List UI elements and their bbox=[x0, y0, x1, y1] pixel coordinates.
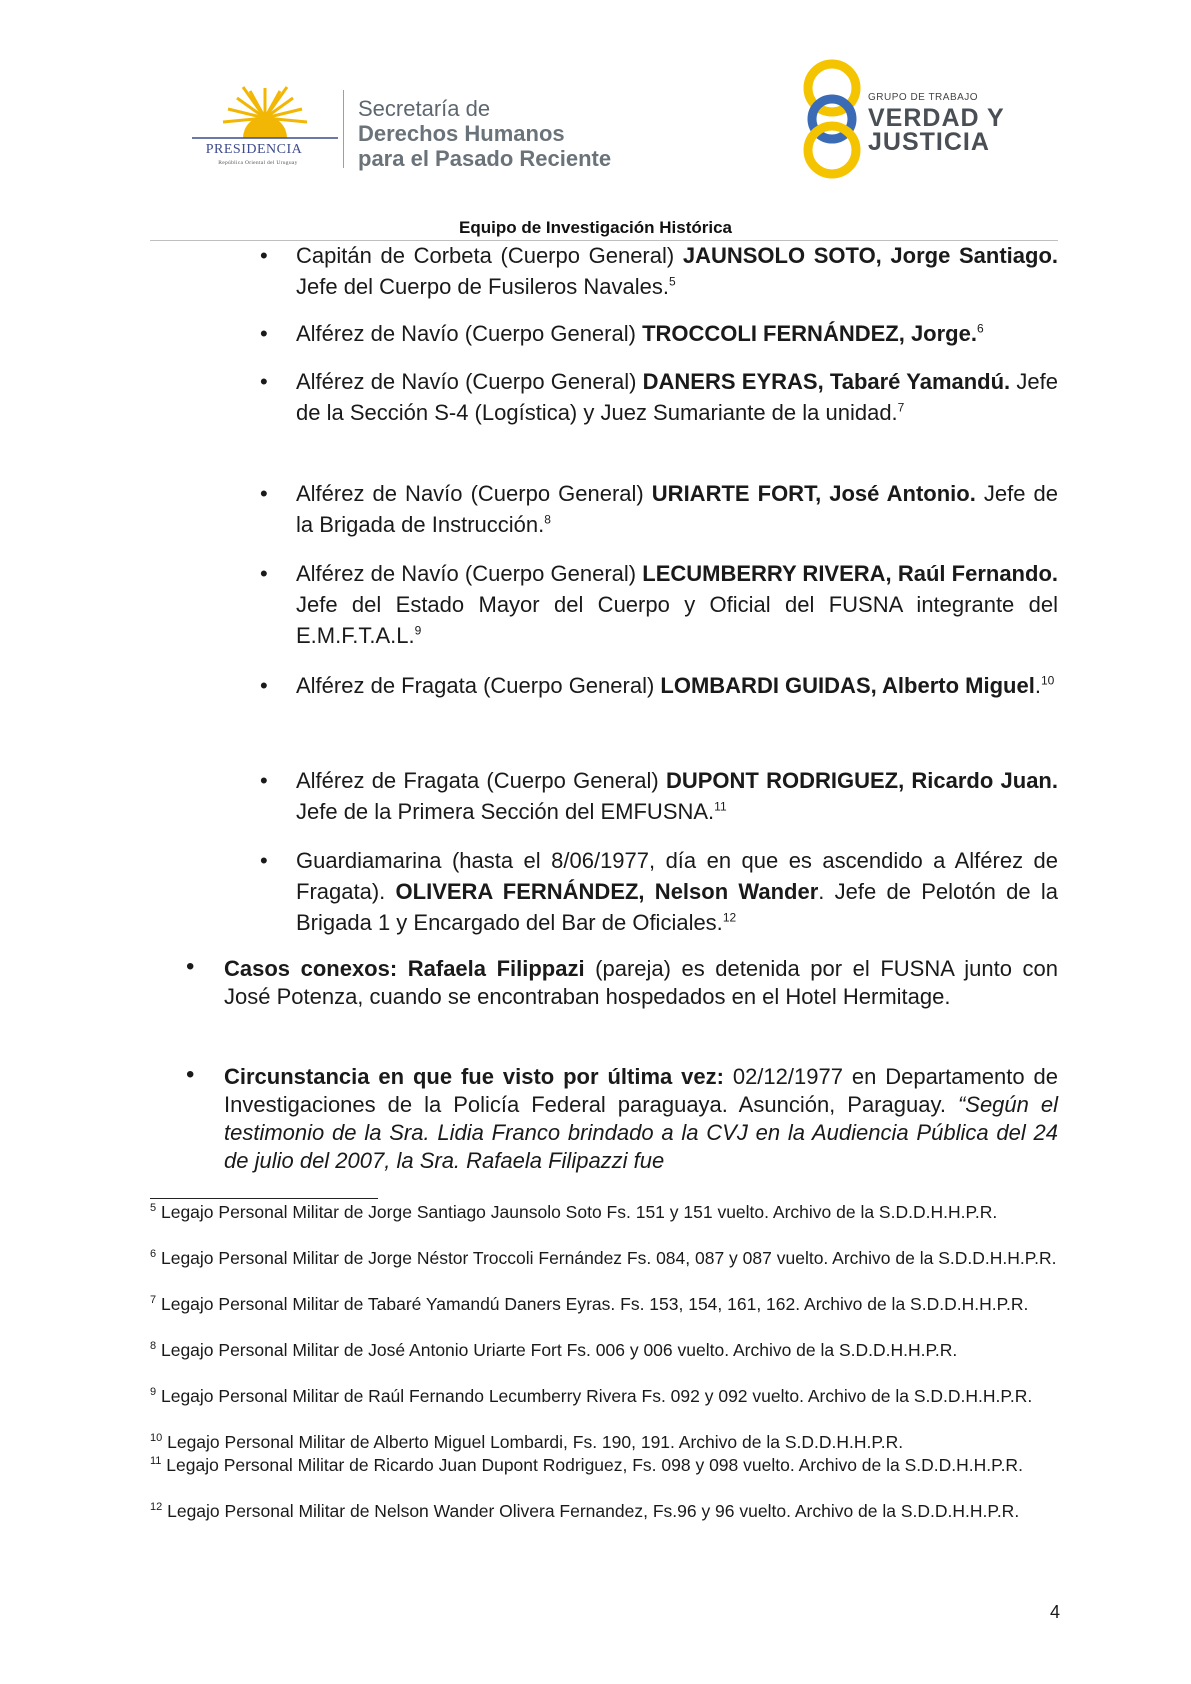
footnote: $^{12}$ Legajo Personal Militar de Nelson Wander Olivera Fernandez, Fs.96 y 96 vuelto. Archivo de la S.D.D.H.H.P.R. bbox=[150, 1501, 1020, 1521]
list-item: • Guardiamarina (hasta el 8/06/1977, día en que es ascendido a Alférez de Fragata). OLIVERA FERNÁNDEZ, Nelson Wander. Jefe de Pelotón de la Brigada 1 y Encargado del Bar de Oficiales.$^{12}$ bbox=[260, 848, 1059, 935]
list-item: • Alférez de Fragata (Cuerpo General) LOMBARDI GUIDAS, Alberto Miguel.$^{10}$ bbox=[260, 673, 1055, 698]
footnote: $^6$ Legajo Personal Militar de Jorge Néstor Troccoli Fernández Fs. 084, 087 y 087 vuelto. Archivo de la S.D.D.H.H.P.R. bbox=[150, 1248, 1057, 1268]
footnote: $^{11}$ Legajo Personal Militar de Ricardo Juan Dupont Rodriguez, Fs. 098 y 098 vuelto. Archivo de la S.D.D.H.H.P.R. bbox=[150, 1455, 1023, 1475]
list-item: • Alférez de Navío (Cuerpo General) URIARTE FORT, José Antonio. Jefe de la Brigada de Instrucción.$^8$ bbox=[260, 481, 1059, 537]
footnote: $^9$ Legajo Personal Militar de Raúl Fernando Lecumberry Rivera Fs. 092 y 092 vuelto. Archivo de la S.D.D.H.H.P.R. bbox=[150, 1386, 1033, 1406]
list-item: • Alférez de Navío (Cuerpo General) LECUMBERRY RIVERA, Raúl Fernando. Jefe del Estado Mayor del Cuerpo y Oficial del FUSNA integrante del E.M.F.T.A.L.$^9$ bbox=[260, 561, 1058, 648]
footnote: $^7$ Legajo Personal Militar de Tabaré Yamandú Daners Eyras. Fs. 153, 154, 161, 162. Archivo de la S.D.D.H.H.P.R. bbox=[150, 1294, 1029, 1314]
circunstancia-paragraph: • Circunstancia en que fue visto por última vez: 02/12/1977 en Departamento de Investigaciones de la Policía Federal paraguaya. Asunción, Paraguay. “Según el testimonio de la Sra. Lidia Franco brindado a la CVJ en la Audiencia Pública del 24 de julio del 2007, la Sra. Rafaela Filipazzi fue bbox=[186, 1061, 1058, 1173]
list-item: • Alférez de Fragata (Cuerpo General) DUPONT RODRIGUEZ, Ricardo Juan. Jefe de la Primera Sección del EMFUSNA.$^{11}$ bbox=[260, 768, 1058, 824]
footnote-rule bbox=[150, 1198, 378, 1199]
footnote: $^{10}$ Legajo Personal Militar de Alberto Miguel Lombardi, Fs. 190, 191. Archivo de la S.D.D.H.H.P.R. bbox=[150, 1432, 904, 1452]
casos-conexos-paragraph: • Casos conexos: Rafaela Filippazi (pareja) es detenida por el FUSNA junto con José Potenza, cuando se encontraban hospedados en el Hotel Hermitage. bbox=[186, 953, 1058, 1009]
list-item: • Alférez de Navío (Cuerpo General) TROCCOLI FERNÁNDEZ, Jorge.$^6$ bbox=[260, 321, 984, 346]
presidencia-subtitle: República Oriental del Uruguay bbox=[218, 160, 298, 166]
footnote: $^8$ Legajo Personal Militar de José Antonio Uriarte Fort Fs. 006 y 006 vuelto. Archivo de la S.D.D.H.H.P.R. bbox=[150, 1340, 958, 1360]
page-number: 4 bbox=[1050, 1602, 1061, 1622]
secretaria-logo-text bbox=[358, 96, 611, 171]
sun-emblem-icon bbox=[190, 82, 340, 172]
logo-divider bbox=[343, 90, 344, 168]
justicia-label: JUSTICIA bbox=[868, 128, 990, 156]
presidencia-wordmark: PRESIDENCIA bbox=[205, 142, 303, 157]
chain-links-icon bbox=[802, 58, 862, 180]
list-item: • Alférez de Navío (Cuerpo General) DANERS EYRAS, Tabaré Yamandú. Jefe de la Sección S-4 (Logística) y Juez Sumariante de la unidad.$^7$ bbox=[260, 369, 1058, 425]
list-item: • Capitán de Corbeta (Cuerpo General) JAUNSOLO SOTO, Jorge Santiago. Jefe del Cuerpo de Fusileros Navales.$^5$ bbox=[260, 243, 1058, 299]
secretaria-line-2: Derechos Humanos bbox=[358, 121, 565, 146]
footnote: $^5$ Legajo Personal Militar de Jorge Santiago Jaunsolo Soto Fs. 151 y 151 vuelto. Archivo de la S.D.D.H.H.P.R. bbox=[150, 1202, 998, 1222]
secretaria-line-3: para el Pasado Reciente bbox=[358, 146, 612, 171]
grupo-trabajo-label: GRUPO DE TRABAJO bbox=[868, 92, 979, 103]
verdad-label: VERDAD Y bbox=[868, 104, 1005, 132]
equipo-heading: Equipo de Investigación Histórica bbox=[459, 218, 732, 237]
secretaria-line-1: Secretaría de bbox=[358, 96, 491, 121]
